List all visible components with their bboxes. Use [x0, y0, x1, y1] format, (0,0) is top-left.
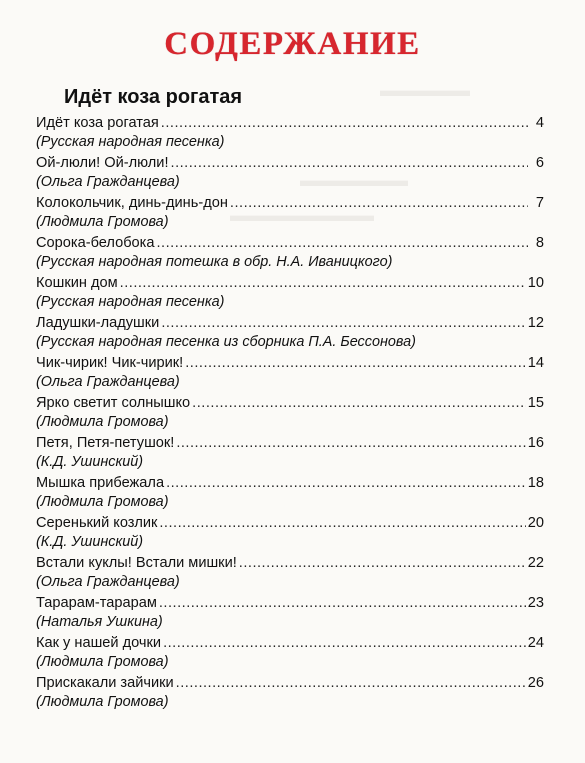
toc-entry-title: Серенький козлик: [36, 515, 158, 531]
toc-entry: [36, 514, 544, 554]
toc-entry-line: [36, 594, 544, 613]
toc-entry-title: Колокольчик, динь-динь-дон: [36, 195, 228, 211]
toc-entry-title: Чик-чирик! Чик-чирик!: [36, 355, 184, 371]
toc-entry: [36, 634, 544, 674]
toc-entry-title: Идёт коза рогатая: [36, 115, 159, 131]
dot-leader: [166, 474, 526, 493]
toc-entry: [36, 234, 544, 274]
toc-entry-page-number: 22: [527, 555, 544, 571]
toc-entry: [36, 274, 544, 314]
toc-entry-line: [36, 634, 544, 653]
dot-leader: [161, 114, 528, 133]
toc-entry-line: [36, 674, 544, 693]
toc-entry-page-number: 14: [527, 355, 544, 371]
dot-leader: [185, 354, 526, 373]
dot-leader: [120, 274, 526, 293]
toc-entry-author: (Людмила Громова): [36, 414, 169, 430]
dot-leader: [159, 514, 525, 533]
toc-entry-line: [36, 514, 544, 533]
toc-entry-author: (К.Д. Ушинский): [36, 454, 144, 470]
toc-entry: [36, 554, 544, 594]
toc-entry: [36, 434, 544, 474]
toc-entry-page-number: 18: [527, 475, 544, 491]
toc-entry-page-number: 8: [535, 235, 544, 251]
toc-entry-title: Встали куклы! Встали мишки!: [36, 555, 237, 571]
toc-entry-line: [36, 154, 544, 173]
dot-leader: [163, 634, 526, 653]
dot-leader: [230, 194, 528, 213]
toc-entry-line: [36, 194, 544, 213]
toc-entry-title: Тарарам-тарарам: [36, 595, 157, 611]
table-of-contents: [36, 114, 544, 714]
toc-entry-page-number: 15: [527, 395, 544, 411]
dot-leader: [157, 234, 529, 253]
toc-entry: [36, 474, 544, 514]
toc-entry-author: (Ольга Гражданцева): [36, 374, 180, 390]
toc-entry-title: Мышка прибежала: [36, 475, 165, 491]
toc-entry-page-number: 26: [527, 675, 544, 691]
toc-entry-author: (Русская народная песенка): [36, 294, 225, 310]
section-title: Идёт коза рогатая: [64, 86, 243, 108]
toc-entry-title: Как у нашей дочки: [36, 635, 162, 651]
toc-entry-page-number: 24: [527, 635, 544, 651]
toc-entry-line: [36, 394, 544, 413]
toc-entry-line: [36, 274, 544, 293]
toc-entry: [36, 194, 544, 234]
toc-entry-author: (Людмила Громова): [36, 694, 169, 710]
toc-entry: [36, 154, 544, 194]
toc-entry-page-number: 23: [527, 595, 544, 611]
toc-entry-line: [36, 434, 544, 453]
dot-leader: [159, 594, 526, 613]
toc-entry-author: (К.Д. Ушинский): [36, 534, 144, 550]
toc-entry-author: (Ольга Гражданцева): [36, 574, 180, 590]
toc-entry-author: (Наталья Ушкина): [36, 614, 163, 630]
toc-entry-line: [36, 354, 544, 373]
toc-entry-author: (Русская народная песенка): [36, 134, 225, 150]
toc-entry-line: [36, 114, 544, 133]
toc-entry-line: [36, 234, 544, 253]
show-through-texture: ▬▬▬▬▬: [380, 80, 470, 100]
toc-entry-page-number: 16: [527, 435, 544, 451]
toc-entry: [36, 314, 544, 354]
show-through-texture: ▬▬▬▬▬▬: [300, 170, 408, 190]
toc-entry-title: Ладушки-ладушки: [36, 315, 160, 331]
toc-entry-page-number: 10: [527, 275, 544, 291]
toc-entry-title: Прискакали зайчики: [36, 675, 174, 691]
toc-entry-author: (Людмила Громова): [36, 214, 169, 230]
toc-entry-author: (Людмила Громова): [36, 494, 169, 510]
dot-leader: [192, 394, 526, 413]
toc-entry-title: Ярко светит солнышко: [36, 395, 191, 411]
toc-entry-author: (Русская народная песенка из сборника П.А. Бессонова): [36, 334, 416, 350]
dot-leader: [161, 314, 525, 333]
toc-entry-line: [36, 474, 544, 493]
page-title: СОДЕРЖАНИЕ: [164, 26, 421, 62]
dot-leader: [176, 434, 525, 453]
toc-entry: [36, 594, 544, 634]
dot-leader: [176, 674, 526, 693]
toc-entry-title: Сорока-белобока: [36, 235, 155, 251]
toc-entry-author: (Русская народная потешка в обр. Н.А. Иваницкого): [36, 254, 393, 270]
dot-leader: [239, 554, 526, 573]
toc-entry: [36, 354, 544, 394]
toc-entry: [36, 674, 544, 714]
toc-entry-title: Кошкин дом: [36, 275, 118, 291]
show-through-texture: ▬▬▬▬▬▬▬▬: [230, 205, 374, 225]
toc-entry-page-number: 4: [535, 115, 544, 131]
toc-entry-title: Ой-люли! Ой-люли!: [36, 155, 169, 171]
toc-entry: [36, 114, 544, 154]
toc-entry: [36, 394, 544, 434]
toc-entry-page-number: 12: [527, 315, 544, 331]
toc-entry-author: (Ольга Гражданцева): [36, 174, 180, 190]
toc-entry-page-number: 6: [535, 155, 544, 171]
toc-entry-line: [36, 554, 544, 573]
toc-entry-author: (Людмила Громова): [36, 654, 169, 670]
toc-entry-page-number: 7: [535, 195, 544, 211]
toc-entry-line: [36, 314, 544, 333]
dot-leader: [171, 154, 528, 173]
toc-entry-page-number: 20: [527, 515, 544, 531]
toc-entry-title: Петя, Петя-петушок!: [36, 435, 175, 451]
